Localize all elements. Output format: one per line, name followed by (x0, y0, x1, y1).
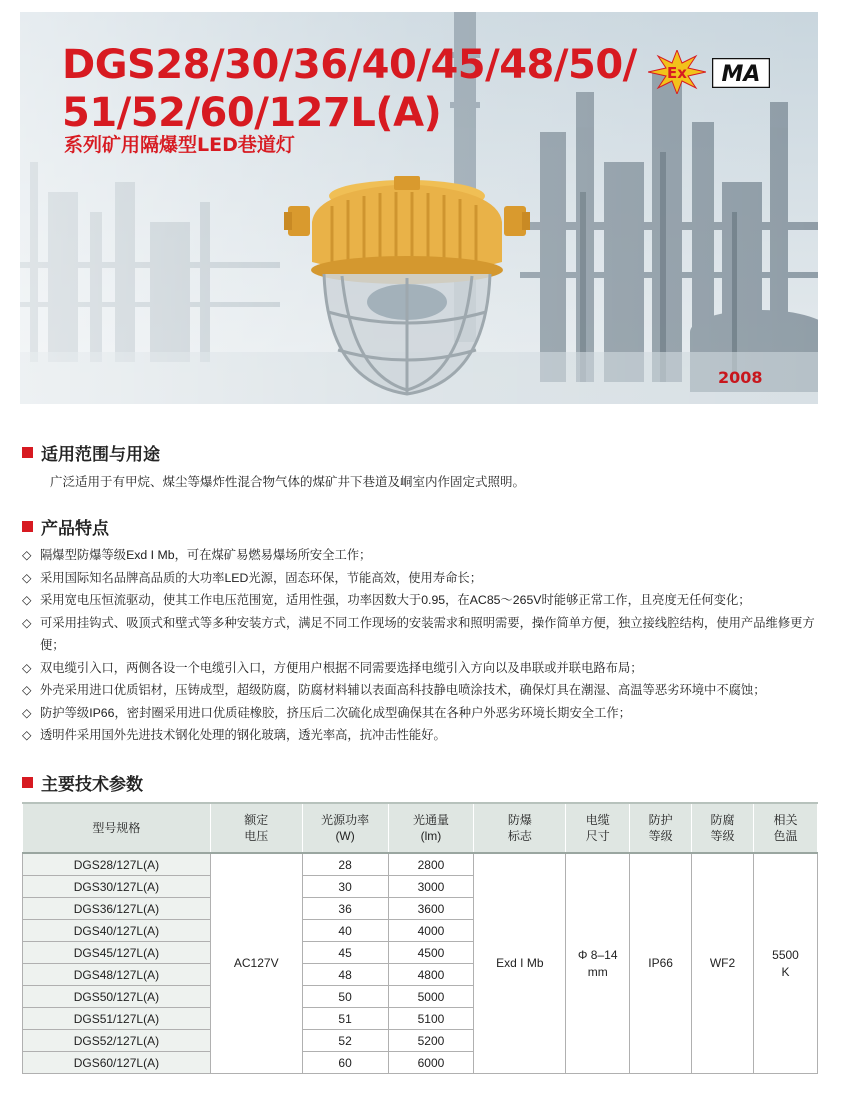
diamond-bullet-icon: ◇ (22, 593, 32, 607)
cell-cct: 5500 K (754, 853, 818, 1074)
cell-flux: 4500 (388, 942, 474, 964)
cell-flux: 2800 (388, 853, 474, 876)
ma-certification-icon (712, 58, 770, 88)
usage-section-heading (22, 440, 160, 465)
cell-model: DGS30/127L(A) (23, 876, 211, 898)
header-power: 光源功率 (W) (302, 803, 388, 853)
year-label: 2008 (718, 368, 763, 387)
ex-mark-text: Ex (667, 64, 687, 82)
diamond-bullet-icon: ◇ (22, 570, 32, 585)
cell-anticorrosion: WF2 (692, 853, 754, 1074)
list-item: ◇ 可采用挂钩式、吸顶式和壁式等多种安装方式，满足不同工作现场的安装需求和照明需要，操作简单方便，独立接线腔结构，使用产品维修更方便； (22, 612, 822, 657)
cell-model: DGS45/127L(A) (23, 942, 211, 964)
list-item: ◇ 双电缆引入口，两侧各设一个电缆引入口，方便用户根据不同需要选择电缆引入方向以及串联或并联电路布局； (22, 657, 822, 680)
cell-flux: 3600 (388, 898, 474, 920)
cell-power: 40 (302, 920, 388, 942)
diamond-bullet-icon: ◇ (22, 683, 32, 697)
spec-table (22, 802, 818, 1074)
red-square-icon (22, 521, 33, 532)
led-tunnel-lamp-image (282, 162, 532, 404)
cell-ip: IP66 (630, 853, 692, 1074)
list-item: ◇ 隔爆型防爆等级Exd I Mb，可在煤矿易燃易爆场所安全工作； (22, 544, 822, 567)
cell-model: DGS60/127L(A) (23, 1052, 211, 1074)
product-title-line2: 51/52/60/127L(A) (62, 90, 442, 136)
specs-section-heading (22, 770, 143, 795)
ex-certification-icon (648, 50, 706, 94)
diamond-bullet-icon: ◇ (22, 548, 32, 562)
cell-flux: 4000 (388, 920, 474, 942)
list-item: ◇ 外壳采用进口优质铝材，压铸成型，超级防腐，防腐材料辅以表面高科技静电喷涂技术，确保灯具在潮湿、高温等恶劣环境中不腐蚀； (22, 679, 822, 702)
cell-model: DGS51/127L(A) (23, 1008, 211, 1030)
header-flux: 光通量 (lm) (388, 803, 474, 853)
diamond-bullet-icon: ◇ (22, 705, 32, 720)
cell-flux: 4800 (388, 964, 474, 986)
header-ip: 防护 等级 (630, 803, 692, 853)
table-row (23, 853, 818, 876)
cell-flux: 5000 (388, 986, 474, 1008)
cell-power: 60 (302, 1052, 388, 1074)
features-list (22, 544, 822, 747)
cell-model: DGS36/127L(A) (23, 898, 211, 920)
red-square-icon (22, 447, 33, 458)
cell-power: 36 (302, 898, 388, 920)
cell-power: 45 (302, 942, 388, 964)
header-cct: 相关 色温 (754, 803, 818, 853)
cell-flux: 5100 (388, 1008, 474, 1030)
features-section-heading (22, 514, 109, 539)
cell-flux: 6000 (388, 1052, 474, 1074)
cell-power: 30 (302, 876, 388, 898)
product-title-line1: DGS28/30/36/40/45/48/50/ (62, 42, 637, 88)
diamond-bullet-icon: ◇ (22, 660, 32, 675)
header-voltage: 额定 电压 (210, 803, 302, 853)
red-square-icon (22, 777, 33, 788)
cell-model: DGS40/127L(A) (23, 920, 211, 942)
hero-banner (20, 12, 818, 404)
cell-model: DGS52/127L(A) (23, 1030, 211, 1052)
cell-model: DGS50/127L(A) (23, 986, 211, 1008)
diamond-bullet-icon: ◇ (22, 728, 32, 742)
list-item: ◇ 防护等级IP66，密封圈采用进口优质硅橡胶，挤压后二次硫化成型确保其在各种户外恶劣环境长期安全工作； (22, 702, 822, 725)
list-item: ◇ 采用国际知名品牌高品质的大功率LED光源，固态环保，节能高效，使用寿命长； (22, 567, 822, 590)
list-item: ◇ 采用宽电压恒流驱动，使其工作电压范围宽，适用性强，功率因数大于0.95，在AC85～265V时能够正常工作，且亮度无任何变化； (22, 589, 822, 612)
cell-model: DGS48/127L(A) (23, 964, 211, 986)
cell-power: 51 (302, 1008, 388, 1030)
cell-voltage: AC127V (210, 853, 302, 1074)
specs-heading-text: 主要技术参数 (41, 775, 143, 794)
cell-power: 52 (302, 1030, 388, 1052)
header-ex: 防爆 标志 (474, 803, 566, 853)
cell-flux: 5200 (388, 1030, 474, 1052)
usage-description: 广泛适用于有甲烷、煤尘等爆炸性混合物气体的煤矿井下巷道及峒室内作固定式照明。 (50, 475, 526, 489)
ma-mark-text: MA (721, 62, 761, 87)
list-item: ◇ 透明件采用国外先进技术钢化处理的钢化玻璃，透光率高，抗冲击性能好。 (22, 724, 822, 747)
diamond-bullet-icon: ◇ (22, 615, 32, 630)
header-anticorrosion: 防腐 等级 (692, 803, 754, 853)
cell-flux: 3000 (388, 876, 474, 898)
header-cable: 电缆 尺寸 (566, 803, 630, 853)
cell-power: 28 (302, 853, 388, 876)
product-subtitle: 系列矿用隔爆型LED巷道灯 (64, 134, 295, 156)
cell-ex-mark: Exd I Mb (474, 853, 566, 1074)
table-header-row (23, 803, 818, 853)
usage-heading-text: 适用范围与用途 (41, 445, 160, 464)
cell-model: DGS28/127L(A) (23, 853, 211, 876)
cell-power: 48 (302, 964, 388, 986)
header-model: 型号规格 (23, 803, 211, 853)
cell-cable: Φ 8–14 mm (566, 853, 630, 1074)
features-heading-text: 产品特点 (41, 519, 109, 538)
cell-power: 50 (302, 986, 388, 1008)
